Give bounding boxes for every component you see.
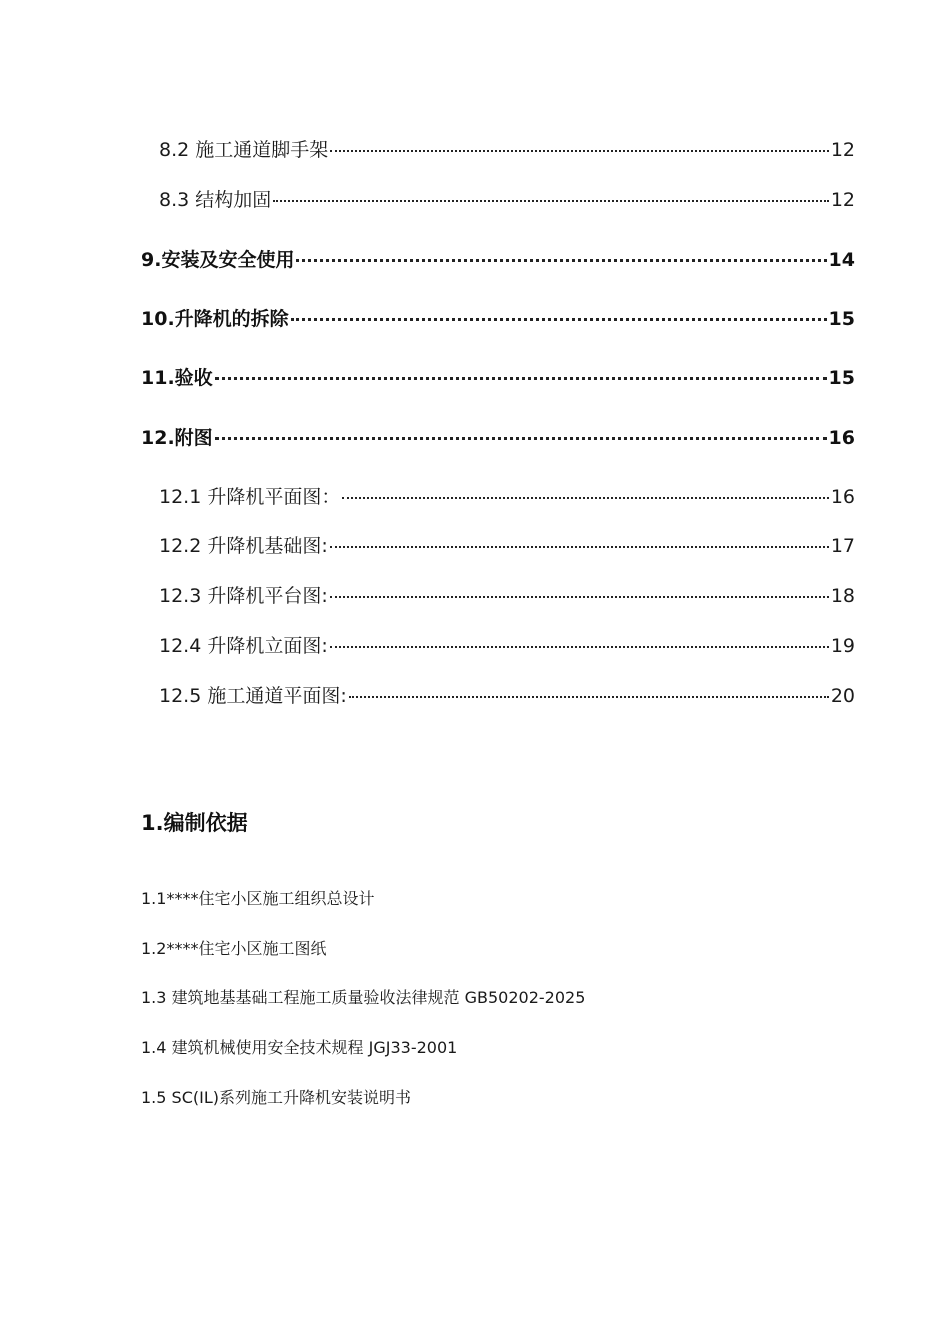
basis-item: 1.5 SC(IL)系列施工升降机安装说明书: [141, 1088, 411, 1107]
toc-entry[interactable]: [141, 363, 855, 393]
toc-entry-title: 12.4 升降机立面图:: [159, 635, 328, 657]
toc-entry-title: 12.1 升降机平面图：: [159, 486, 341, 508]
toc-entry-page: 15: [828, 367, 855, 389]
toc-leader-dots: [330, 545, 829, 548]
basis-item: 1.2****住宅小区施工图纸: [141, 939, 327, 958]
toc-entry-title: 12.附图: [141, 427, 213, 449]
toc-entry-title: 10.升降机的拆除: [141, 308, 289, 330]
toc-leader-dots: [273, 199, 829, 202]
toc-leader-dots: [330, 149, 829, 152]
toc-leader-dots: [296, 258, 826, 262]
toc-entry-title: 12.5 施工通道平面图:: [159, 685, 347, 707]
toc-entry-page: 15: [828, 308, 855, 330]
toc-entry-title: 8.2 施工通道脚手架: [159, 139, 329, 161]
basis-item: 1.1****住宅小区施工组织总设计: [141, 889, 375, 908]
toc-leader-dots: [291, 317, 827, 321]
toc-leader-dots: [342, 496, 828, 499]
toc-entry-title: 12.3 升降机平台图:: [159, 585, 328, 607]
toc-entry[interactable]: [141, 304, 855, 334]
toc-entry-page: 18: [830, 585, 855, 607]
toc-entry-page: 12: [830, 189, 855, 211]
section-heading: 1.编制依据: [141, 811, 248, 835]
toc-entry[interactable]: [159, 681, 855, 711]
toc-entry-page: 16: [828, 427, 855, 449]
basis-item: 1.4 建筑机械使用安全技术规程 JGJ33-2001: [141, 1038, 458, 1057]
toc-entry-page: 14: [828, 249, 855, 271]
toc-entry-title: 11.验收: [141, 367, 213, 389]
toc-entry-page: 17: [830, 535, 855, 557]
toc-entry-page: 20: [830, 685, 855, 707]
toc-entry[interactable]: [159, 482, 855, 512]
toc-leader-dots: [330, 595, 829, 598]
toc-entry-page: 12: [830, 139, 855, 161]
toc-entry-page: 19: [830, 635, 855, 657]
toc-leader-dots: [215, 376, 827, 380]
toc-entry[interactable]: [141, 245, 855, 275]
toc-entry[interactable]: [159, 135, 855, 165]
toc-leader-dots: [330, 645, 829, 648]
toc-entry[interactable]: [159, 531, 855, 561]
toc-entry[interactable]: [141, 423, 855, 453]
toc-entry[interactable]: [159, 581, 855, 611]
toc-leader-dots: [349, 695, 829, 698]
toc-entry-title: 12.2 升降机基础图:: [159, 535, 328, 557]
toc-entry-title: 9.安装及安全使用: [141, 249, 295, 271]
toc-entry[interactable]: [159, 631, 855, 661]
toc-leader-dots: [215, 436, 827, 440]
toc-entry-title: 8.3 结构加固: [159, 189, 272, 211]
toc-entry-page: 16: [830, 486, 855, 508]
basis-item: 1.3 建筑地基基础工程施工质量验收法律规范 GB50202-2025: [141, 988, 586, 1007]
toc-entry[interactable]: [159, 185, 855, 215]
